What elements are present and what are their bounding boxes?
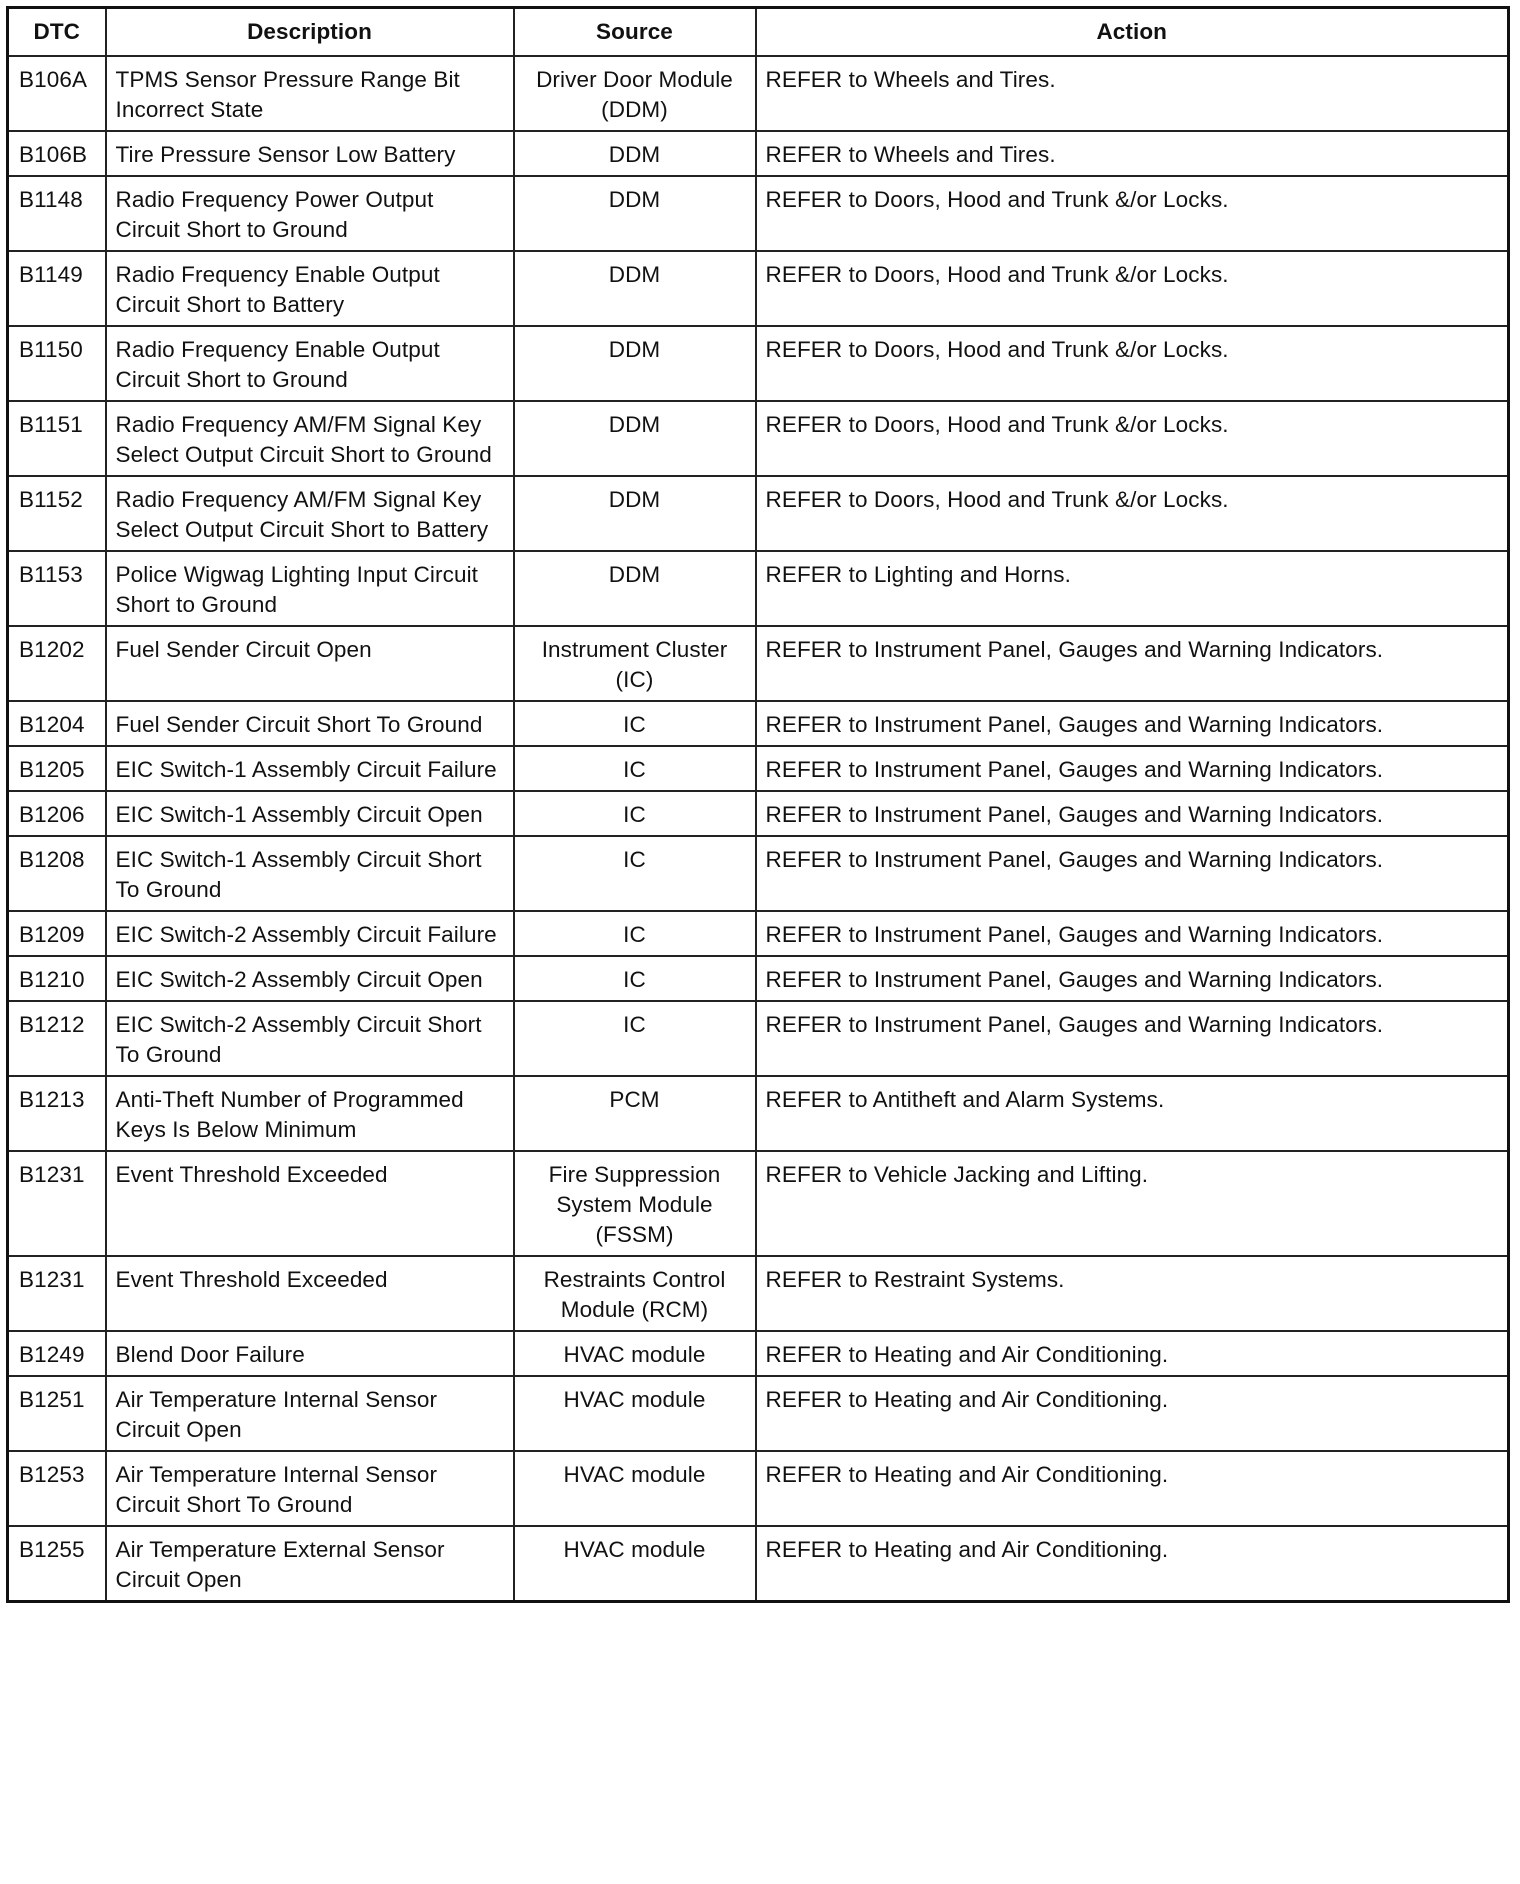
cell-source: IC — [514, 1001, 756, 1076]
cell-dtc: B1208 — [8, 836, 106, 911]
cell-source: HVAC module — [514, 1331, 756, 1376]
header-source: Source — [514, 8, 756, 57]
table-row — [8, 1526, 1509, 1602]
cell-action: REFER to Heating and Air Conditioning. — [756, 1376, 1509, 1451]
cell-source: Restraints Control Module (RCM) — [514, 1256, 756, 1331]
cell-action: REFER to Instrument Panel, Gauges and Warning Indicators. — [756, 701, 1509, 746]
table-row — [8, 701, 1509, 746]
cell-description: Event Threshold Exceeded — [106, 1256, 514, 1331]
table-row — [8, 251, 1509, 326]
cell-action: REFER to Heating and Air Conditioning. — [756, 1526, 1509, 1602]
cell-source: IC — [514, 956, 756, 1001]
cell-source: HVAC module — [514, 1376, 756, 1451]
cell-description: Air Temperature External Sensor Circuit Open — [106, 1526, 514, 1602]
cell-dtc: B106A — [8, 56, 106, 131]
cell-action: REFER to Instrument Panel, Gauges and Warning Indicators. — [756, 791, 1509, 836]
cell-dtc: B1212 — [8, 1001, 106, 1076]
cell-action: REFER to Doors, Hood and Trunk &/or Locks. — [756, 326, 1509, 401]
cell-source: DDM — [514, 131, 756, 176]
table-row — [8, 791, 1509, 836]
cell-dtc: B1206 — [8, 791, 106, 836]
cell-action: REFER to Instrument Panel, Gauges and Warning Indicators. — [756, 626, 1509, 701]
cell-description: Fuel Sender Circuit Short To Ground — [106, 701, 514, 746]
cell-description: Event Threshold Exceeded — [106, 1151, 514, 1256]
cell-action: REFER to Lighting and Horns. — [756, 551, 1509, 626]
cell-description: Radio Frequency Power Output Circuit Short to Ground — [106, 176, 514, 251]
cell-action: REFER to Doors, Hood and Trunk &/or Locks. — [756, 176, 1509, 251]
cell-description: Air Temperature Internal Sensor Circuit Open — [106, 1376, 514, 1451]
header-action: Action — [756, 8, 1509, 57]
cell-source: DDM — [514, 551, 756, 626]
cell-description: Radio Frequency Enable Output Circuit Short to Ground — [106, 326, 514, 401]
cell-description: TPMS Sensor Pressure Range Bit Incorrect State — [106, 56, 514, 131]
cell-action: REFER to Heating and Air Conditioning. — [756, 1331, 1509, 1376]
table-row — [8, 626, 1509, 701]
cell-action: REFER to Doors, Hood and Trunk &/or Locks. — [756, 251, 1509, 326]
cell-action: REFER to Instrument Panel, Gauges and Warning Indicators. — [756, 956, 1509, 1001]
cell-source: HVAC module — [514, 1526, 756, 1602]
cell-action: REFER to Wheels and Tires. — [756, 56, 1509, 131]
cell-dtc: B1213 — [8, 1076, 106, 1151]
cell-description: EIC Switch-1 Assembly Circuit Open — [106, 791, 514, 836]
cell-action: REFER to Wheels and Tires. — [756, 131, 1509, 176]
cell-description: Police Wigwag Lighting Input Circuit Short to Ground — [106, 551, 514, 626]
table-body — [8, 56, 1509, 1602]
cell-description: EIC Switch-2 Assembly Circuit Short To Ground — [106, 1001, 514, 1076]
cell-source: Instrument Cluster (IC) — [514, 626, 756, 701]
cell-dtc: B106B — [8, 131, 106, 176]
cell-description: Anti-Theft Number of Programmed Keys Is Below Minimum — [106, 1076, 514, 1151]
cell-action: REFER to Antitheft and Alarm Systems. — [756, 1076, 1509, 1151]
header-dtc: DTC — [8, 8, 106, 57]
cell-dtc: B1150 — [8, 326, 106, 401]
cell-dtc: B1231 — [8, 1256, 106, 1331]
cell-dtc: B1148 — [8, 176, 106, 251]
cell-dtc: B1231 — [8, 1151, 106, 1256]
cell-source: DDM — [514, 251, 756, 326]
cell-description: Air Temperature Internal Sensor Circuit Short To Ground — [106, 1451, 514, 1526]
cell-source: IC — [514, 911, 756, 956]
cell-description: Radio Frequency Enable Output Circuit Short to Battery — [106, 251, 514, 326]
table-row — [8, 1376, 1509, 1451]
cell-source: DDM — [514, 176, 756, 251]
dtc-table — [6, 6, 1510, 1603]
cell-source: DDM — [514, 326, 756, 401]
cell-dtc: B1204 — [8, 701, 106, 746]
cell-description: Fuel Sender Circuit Open — [106, 626, 514, 701]
table-row — [8, 1151, 1509, 1256]
cell-action: REFER to Heating and Air Conditioning. — [756, 1451, 1509, 1526]
cell-description: EIC Switch-1 Assembly Circuit Short To Ground — [106, 836, 514, 911]
cell-dtc: B1149 — [8, 251, 106, 326]
cell-dtc: B1205 — [8, 746, 106, 791]
cell-source: IC — [514, 746, 756, 791]
cell-source: PCM — [514, 1076, 756, 1151]
table-row — [8, 326, 1509, 401]
cell-dtc: B1249 — [8, 1331, 106, 1376]
cell-source: IC — [514, 791, 756, 836]
header-row — [8, 8, 1509, 57]
table-header — [8, 8, 1509, 57]
table-row — [8, 1076, 1509, 1151]
cell-dtc: B1153 — [8, 551, 106, 626]
cell-description: EIC Switch-1 Assembly Circuit Failure — [106, 746, 514, 791]
cell-action: REFER to Instrument Panel, Gauges and Warning Indicators. — [756, 911, 1509, 956]
cell-dtc: B1151 — [8, 401, 106, 476]
cell-dtc: B1255 — [8, 1526, 106, 1602]
cell-source: Driver Door Module (DDM) — [514, 56, 756, 131]
table-row — [8, 476, 1509, 551]
table-row — [8, 836, 1509, 911]
cell-dtc: B1253 — [8, 1451, 106, 1526]
table-row — [8, 56, 1509, 131]
cell-source: IC — [514, 836, 756, 911]
cell-action: REFER to Instrument Panel, Gauges and Warning Indicators. — [756, 836, 1509, 911]
cell-source: DDM — [514, 401, 756, 476]
table-row — [8, 911, 1509, 956]
table-row — [8, 1001, 1509, 1076]
cell-dtc: B1210 — [8, 956, 106, 1001]
cell-source: DDM — [514, 476, 756, 551]
cell-dtc: B1251 — [8, 1376, 106, 1451]
table-row — [8, 1451, 1509, 1526]
cell-description: EIC Switch-2 Assembly Circuit Failure — [106, 911, 514, 956]
cell-source: IC — [514, 701, 756, 746]
cell-description: Tire Pressure Sensor Low Battery — [106, 131, 514, 176]
cell-description: Radio Frequency AM/FM Signal Key Select Output Circuit Short to Ground — [106, 401, 514, 476]
document-page — [6, 6, 1510, 1603]
cell-source: HVAC module — [514, 1451, 756, 1526]
cell-description: EIC Switch-2 Assembly Circuit Open — [106, 956, 514, 1001]
cell-description: Blend Door Failure — [106, 1331, 514, 1376]
cell-dtc: B1209 — [8, 911, 106, 956]
table-row — [8, 1256, 1509, 1331]
table-row — [8, 746, 1509, 791]
cell-action: REFER to Vehicle Jacking and Lifting. — [756, 1151, 1509, 1256]
cell-action: REFER to Doors, Hood and Trunk &/or Locks. — [756, 401, 1509, 476]
cell-dtc: B1202 — [8, 626, 106, 701]
table-row — [8, 131, 1509, 176]
table-row — [8, 401, 1509, 476]
header-description: Description — [106, 8, 514, 57]
table-row — [8, 1331, 1509, 1376]
cell-action: REFER to Instrument Panel, Gauges and Warning Indicators. — [756, 746, 1509, 791]
table-row — [8, 551, 1509, 626]
table-row — [8, 176, 1509, 251]
cell-dtc: B1152 — [8, 476, 106, 551]
cell-action: REFER to Restraint Systems. — [756, 1256, 1509, 1331]
cell-action: REFER to Instrument Panel, Gauges and Warning Indicators. — [756, 1001, 1509, 1076]
cell-description: Radio Frequency AM/FM Signal Key Select Output Circuit Short to Battery — [106, 476, 514, 551]
cell-source: Fire Suppression System Module (FSSM) — [514, 1151, 756, 1256]
table-row — [8, 956, 1509, 1001]
cell-action: REFER to Doors, Hood and Trunk &/or Locks. — [756, 476, 1509, 551]
